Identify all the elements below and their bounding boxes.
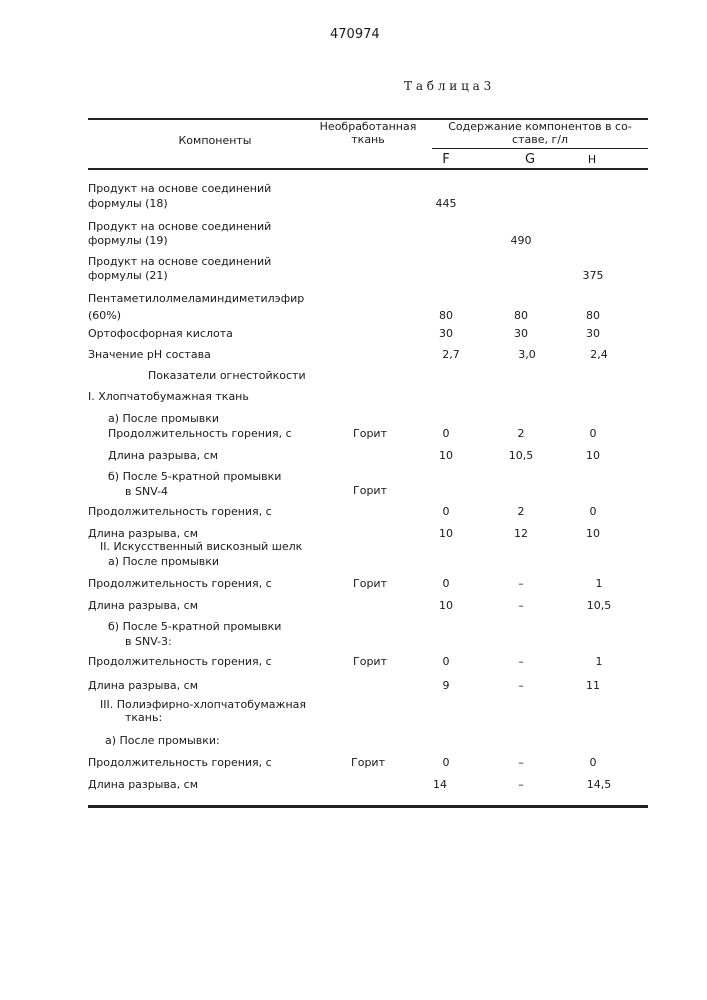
cell-pentaf: 80 <box>439 309 453 322</box>
cell-s2a-len: Длина разрыва, см <box>88 599 198 612</box>
cell-s3a-dur-h: 0 <box>590 756 597 769</box>
header-untreated-2: ткань <box>351 133 384 146</box>
patent-page <box>0 0 707 1000</box>
header-bottom-rule <box>88 168 648 170</box>
cell-p21b: формулы (21) <box>88 269 168 282</box>
header-components: Компоненты <box>178 134 251 147</box>
cell-p19b: формулы (19) <box>88 234 168 247</box>
cell-s3a: а) После промывки: <box>105 734 220 747</box>
cell-s2b-len: Длина разрыва, см <box>88 679 198 692</box>
header-untreated: Необработанная <box>320 120 417 133</box>
cell-s1a-dur-h: 0 <box>590 427 597 440</box>
cell-s2a-dur-h: 1 <box>596 577 603 590</box>
cell-p21h: 375 <box>583 269 604 282</box>
cell-s2b-dur: Продолжительность горения, с <box>88 655 272 668</box>
cell-s2b-dur-u: Горит <box>353 655 387 668</box>
cell-s2a-dur-f: 0 <box>443 577 450 590</box>
cell-s3a-len: Длина разрыва, см <box>88 778 198 791</box>
cell-s3a-len-f: 14 <box>433 778 447 791</box>
cell-s2b-len-h: 11 <box>586 679 600 692</box>
cell-s1a-dur: Продолжительность горения, с <box>108 427 292 440</box>
cell-ortog: 30 <box>514 327 528 340</box>
cell-ortof: 30 <box>439 327 453 340</box>
document-number: 470974 <box>330 28 380 41</box>
table-title: Т а б л и ц а 3 <box>404 80 491 93</box>
header-content: Содержание компонентов в со- <box>448 120 632 133</box>
cell-s2a-dur: Продолжительность горения, с <box>88 577 272 590</box>
cell-s1a-len-f: 10 <box>439 449 453 462</box>
cell-s1b: б) После 5-кратной промывки <box>108 470 281 483</box>
cell-s2a-dur-u: Горит <box>353 577 387 590</box>
cell-phf: 2,7 <box>442 348 460 361</box>
cell-s1b-len: Длина разрыва, см <box>88 527 198 540</box>
cell-s2b-len-f: 9 <box>443 679 450 692</box>
cell-s2b2: в SNV-3: <box>125 635 172 648</box>
cell-s3a-dur: Продолжительность горения, с <box>88 756 272 769</box>
cell-s1a-len-g: 10,5 <box>509 449 534 462</box>
cell-s2b: б) После 5-кратной промывки <box>108 620 281 633</box>
cell-s1b-len-h: 10 <box>586 527 600 540</box>
cell-s3a-len-h: 14,5 <box>587 778 612 791</box>
cell-s1a-len-h: 10 <box>586 449 600 462</box>
cell-s2a-dur-g: – <box>518 577 524 590</box>
cell-pentah: 80 <box>586 309 600 322</box>
cell-p21a: Продукт на основе соединений <box>88 255 271 268</box>
cell-s2a-len-h: 10,5 <box>587 599 612 612</box>
cell-s2b-len-g: – <box>518 679 524 692</box>
cell-s1b-dur: Продолжительность горения, с <box>88 505 272 518</box>
cell-fire: Показатели огнестойкости <box>148 369 306 382</box>
cell-s1b2: в SNV-4 <box>125 485 168 498</box>
cell-s3b: ткань: <box>125 711 162 724</box>
cell-s1b-u: Горит <box>353 484 387 497</box>
cell-s2b-dur-f: 0 <box>443 655 450 668</box>
cell-s1a-dur-f: 0 <box>443 427 450 440</box>
table-bottom-rule <box>88 805 648 808</box>
header-sub-rule <box>432 148 648 149</box>
cell-s2b-dur-g: – <box>518 655 524 668</box>
col-g: G <box>525 153 535 166</box>
cell-p18b: формулы (18) <box>88 197 168 210</box>
cell-s1b-len-f: 10 <box>439 527 453 540</box>
cell-ortoh: 30 <box>586 327 600 340</box>
cell-s1a-dur-g: 2 <box>518 427 525 440</box>
cell-s3: III. Полиэфирно-хлопчатобумажная <box>100 698 306 711</box>
col-f: F <box>442 153 449 166</box>
cell-s1a-dur-u: Горит <box>353 427 387 440</box>
cell-s2: II. Искусственный вискозный шелк <box>100 540 302 553</box>
cell-s1b-dur-f: 0 <box>443 505 450 518</box>
cell-s1a-len: Длина разрыва, см <box>108 449 218 462</box>
cell-s2a-len-f: 10 <box>439 599 453 612</box>
cell-p18f: 445 <box>436 197 457 210</box>
cell-phh: 2,4 <box>590 348 608 361</box>
cell-pentaa: Пентаметилолмеламиндиметилэфир <box>88 292 304 305</box>
cell-phg: 3,0 <box>518 348 536 361</box>
cell-s3a-dur-g: – <box>518 756 524 769</box>
cell-pentag: 80 <box>514 309 528 322</box>
header-content-2: ставе, г/л <box>512 133 568 146</box>
cell-s1b-len-g: 12 <box>514 527 528 540</box>
cell-s2a: а) После промывки <box>108 555 219 568</box>
cell-p19g: 490 <box>511 234 532 247</box>
cell-s3a-dur-f: 0 <box>443 756 450 769</box>
cell-s3a-len-g: – <box>518 778 524 791</box>
cell-s2b-dur-h: 1 <box>596 655 603 668</box>
cell-p18a: Продукт на основе соединений <box>88 182 271 195</box>
cell-s1b-dur-h: 0 <box>590 505 597 518</box>
cell-p19a: Продукт на основе соединений <box>88 220 271 233</box>
cell-s1a: а) После промывки <box>108 412 219 425</box>
cell-s3a-dur-u: Горит <box>351 756 385 769</box>
cell-s1b-dur-g: 2 <box>518 505 525 518</box>
cell-s1: I. Хлопчатобумажная ткань <box>88 390 249 403</box>
cell-orto: Ортофосфорная кислота <box>88 327 233 340</box>
col-h: H <box>588 153 596 166</box>
cell-s2a-len-g: – <box>518 599 524 612</box>
cell-ph: Значение pH состава <box>88 348 211 361</box>
cell-pentab: (60%) <box>88 309 121 322</box>
